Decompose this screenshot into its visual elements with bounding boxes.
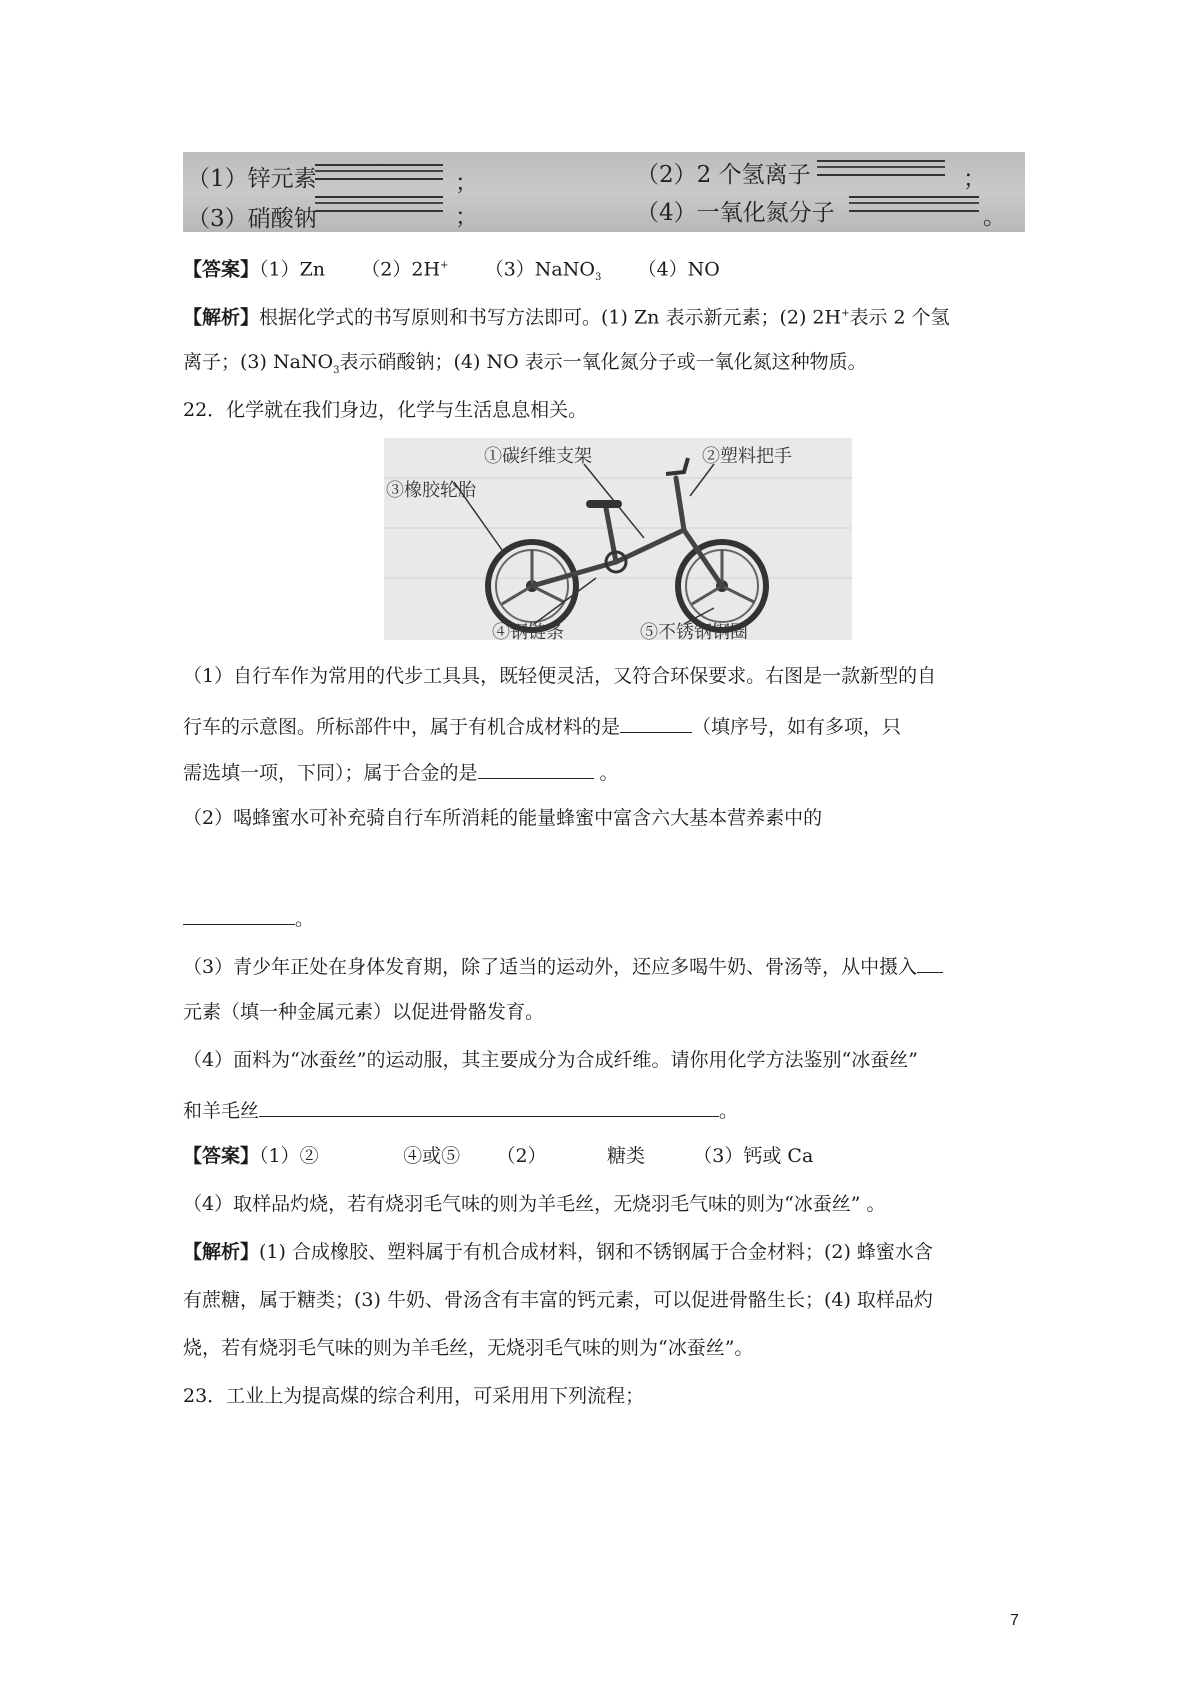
blank-organic-material (620, 712, 692, 733)
scan-semi-3: ； (455, 204, 478, 230)
bike-label-4: ④钢链条 (492, 622, 564, 640)
explanation-22-line-2: 有蔗糖，属于糖类；(3) 牛奶、骨汤含有丰富的钙元素，可以促进骨骼生长；(4) 取样品灼 (183, 1289, 933, 1311)
scan-semi-1: ； (455, 170, 478, 196)
answer-tag: 【答案】 (183, 258, 260, 281)
bike-label-2: ②塑料把手 (702, 446, 792, 467)
q22-part3-line-2: 元素（填一种金属元素）以促进骨骼发育。 (183, 1001, 545, 1023)
question-22-title: 22．化学就在我们身边，化学与生活息息相关。 (183, 399, 588, 421)
scan-q1: （1）锌元素 (187, 166, 317, 192)
scan-stop: 。 (983, 204, 1006, 230)
explanation-22-line-1: 【解析】(1) 合成橡胶、塑料属于有机合成材料，钢和不锈钢属于合金材料；(2) 蜂蜜水含 (183, 1241, 933, 1263)
q22-part1-line-1: （1）自行车作为常用的代步工具具，既轻便灵活，又符合环保要求。右图是一款新型的自 (183, 665, 937, 687)
scan-q3: （3）硝酸钠 (187, 206, 317, 232)
q22-part2-blank-line: 。 (183, 904, 314, 931)
page-number: 7 (1010, 1612, 1019, 1629)
scan-blank-1 (315, 164, 443, 180)
blank-metal-element (917, 952, 943, 973)
scan-blank-2 (817, 160, 945, 176)
bike-label-3: ③橡胶轮胎 (386, 480, 476, 501)
bicycle-drawing (384, 438, 852, 640)
blank-nutrient (183, 904, 295, 925)
scan-q4: （4）一氧化氮分子 (636, 200, 835, 226)
answer-22-part4: （4）取样品灼烧，若有烧羽毛气味的则为羊毛丝，无烧羽毛气味的则为“冰蚕丝” 。 (183, 1193, 886, 1215)
bike-label-5: ⑤不锈钢钢圈 (640, 622, 748, 640)
explanation-21-line-2: 离子；(3) NaNO$_3$表示硝酸钠；(4) NO 表示一氧化氮分子或一氧化氮这种物质。 (183, 351, 867, 376)
explanation-21-line-1: 【解析】根据化学式的书写原则和书写方法即可。(1) Zn 表示新元素；(2) 2H+表示 2 个氢 (183, 306, 950, 329)
answer-22: 【答案】（1）② ④或⑤ （2） 糖类 （3）钙或 Ca (183, 1145, 814, 1167)
blank-alloy (478, 758, 594, 779)
q22-part3-line-1: （3）青少年正处在身体发育期，除了适当的运动外，还应多喝牛奶、骨汤等，从中摄入 (183, 952, 943, 979)
explanation-22-line-3: 烧，若有烧羽毛气味的则为羊毛丝，无烧羽毛气味的则为“冰蚕丝”。 (183, 1337, 754, 1359)
scan-blank-4 (849, 196, 979, 212)
scan-semi-2: ； (963, 166, 986, 192)
q22-part2: （2）喝蜂蜜水可补充骑自行车所消耗的能量蜂蜜中富含六大基本营养素中的 (183, 807, 823, 829)
q22-part1-line-3: 需选填一项，下同）；属于合金的是 。 (183, 758, 619, 785)
scan-q2: （2）2 个氢离子 (636, 162, 811, 188)
scanned-question-image (183, 152, 1025, 232)
q22-part4-line-1: （4）面料为“冰蚕丝”的运动服，其主要成分为合成纤维。请你用化学方法鉴别“冰蚕丝” (183, 1049, 918, 1071)
blank-identify-method (259, 1096, 719, 1117)
question-23-title: 23．工业上为提高煤的综合利用，可采用用下列流程； (183, 1385, 645, 1407)
q22-part1-line-2: 行车的示意图。所标部件中，属于有机合成材料的是 （填序号，如有多项，只 (183, 712, 901, 739)
answer-21: 【答案】（1）Zn （2）2H+ （3）NaNO$_3$ （4）NO (183, 258, 720, 284)
bike-label-1: ①碳纤维支架 (484, 446, 592, 467)
explanation-tag: 【解析】 (183, 306, 260, 329)
q22-part4-line-2: 和羊毛丝 。 (183, 1096, 738, 1123)
scan-blank-3 (315, 196, 443, 212)
bicycle-figure (384, 438, 852, 640)
